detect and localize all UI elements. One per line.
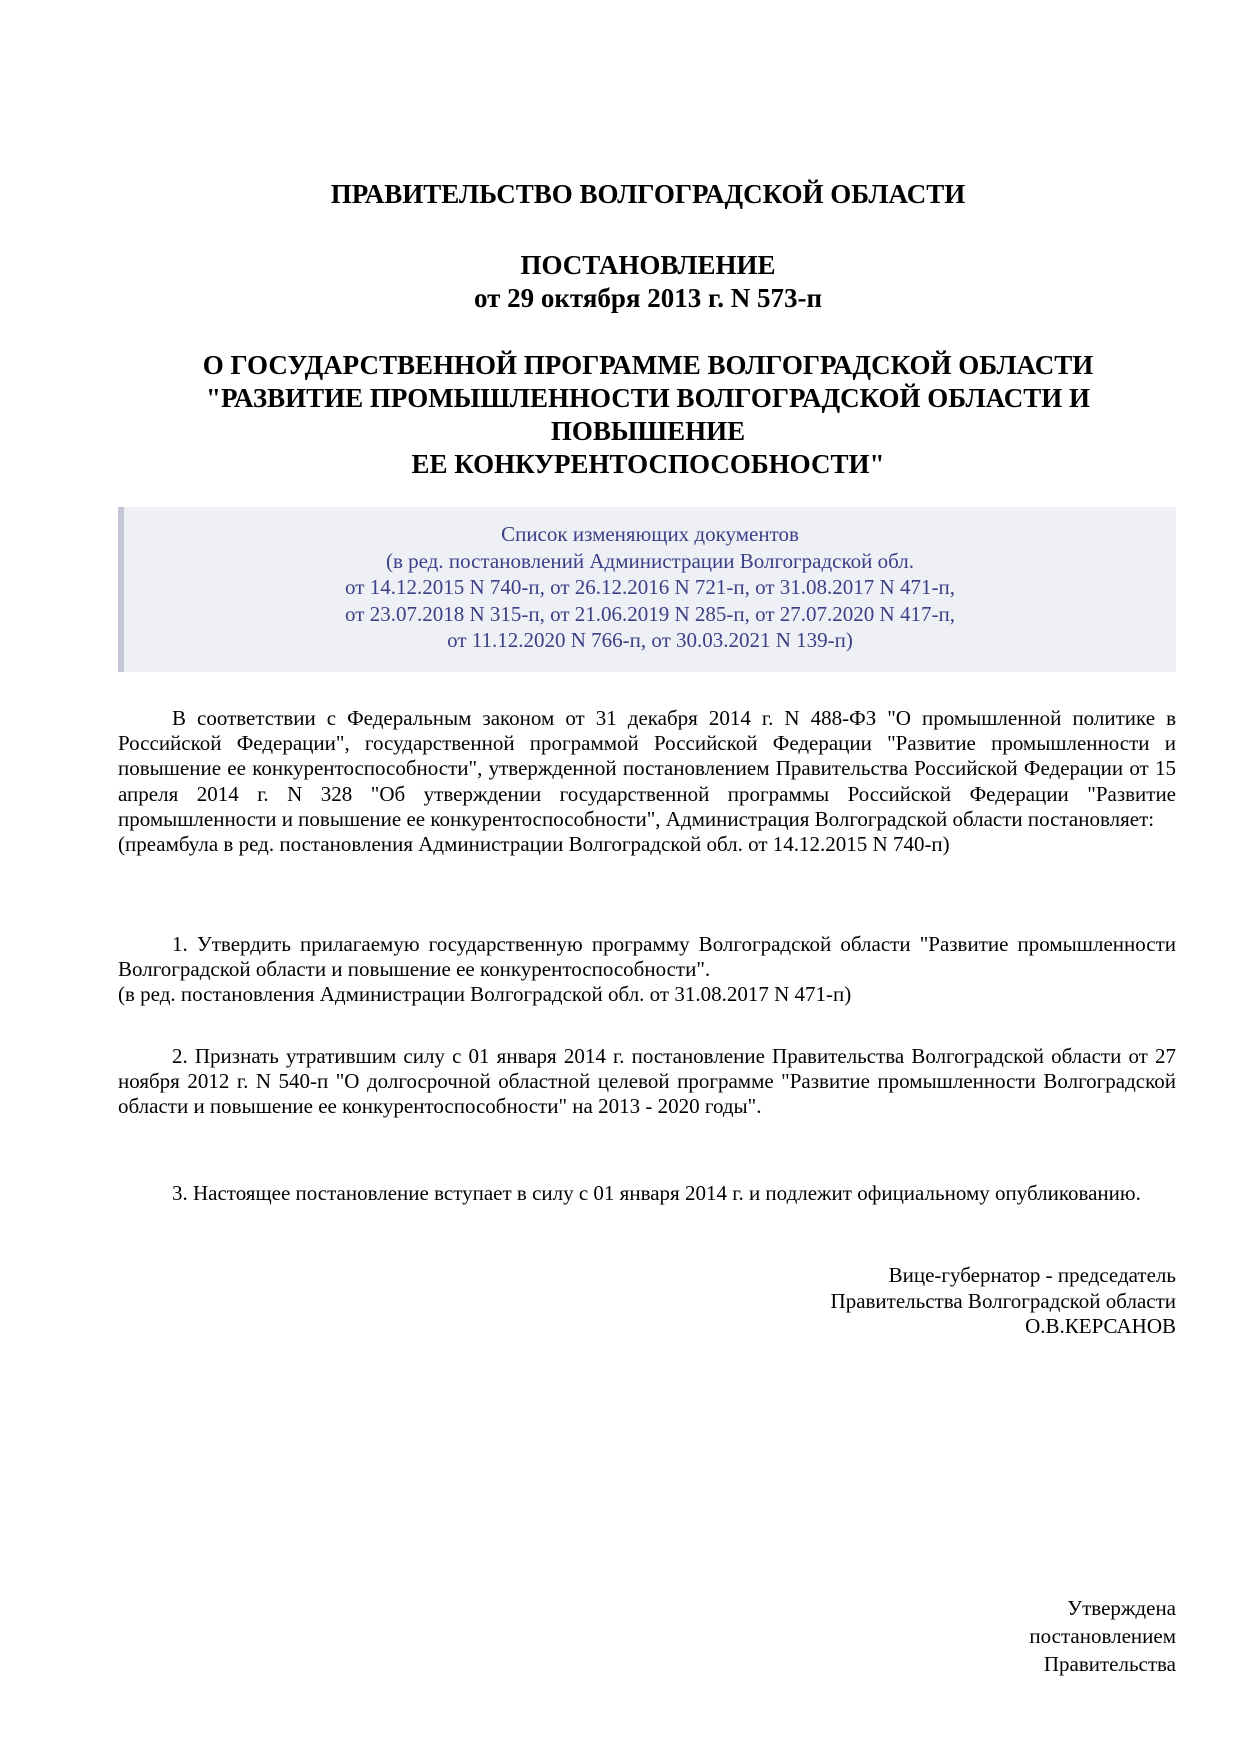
item-1-note: (в ред. постановления Администрации Волгоградской обл. от 31.08.2017 N 471-п)	[118, 982, 852, 1007]
item-3-text: 3. Настоящее постановление вступает в силу с 01 января 2014 г. и подлежит официальному опубликованию.	[172, 1181, 1141, 1205]
title-line: О ГОСУДАРСТВЕННОЙ ПРОГРАММЕ ВОЛГОГРАДСКОЙ ОБЛАСТИ	[202, 350, 1094, 380]
document-type: ПОСТАНОВЛЕНИЕ	[520, 250, 776, 280]
government-name: ПРАВИТЕЛЬСТВО ВОЛГОГРАДСКОЙ ОБЛАСТИ	[330, 179, 966, 209]
decree-heading	[118, 249, 1178, 315]
approval-stamp-block	[818, 1594, 1176, 1678]
amending-documents-line: Список изменяющих документов	[501, 522, 799, 546]
title-line: "РАЗВИТИЕ ПРОМЫШЛЕННОСТИ ВОЛГОГРАДСКОЙ ОБЛАСТИ И	[205, 383, 1091, 413]
amending-documents-box	[118, 507, 1176, 672]
approval-line: постановлением	[1029, 1624, 1176, 1648]
amending-documents-line: от 11.12.2020 N 766-п, от 30.03.2021 N 139-п)	[447, 628, 853, 653]
approval-line: Правительства	[1043, 1652, 1176, 1676]
amending-documents-line: от 14.12.2015 N 740-п, от 26.12.2016 N 721-п, от 31.08.2017 N 471-п,	[345, 575, 955, 600]
item-3-section	[118, 1181, 1176, 1206]
signature-block	[618, 1263, 1176, 1340]
government-heading	[118, 178, 1178, 211]
preamble-note: (преамбула в ред. постановления Администрации Волгоградской обл. от 14.12.2015 N 740-п)	[118, 832, 950, 857]
title-line: ПОВЫШЕНИЕ	[550, 416, 746, 446]
item-1-section	[118, 932, 1176, 1008]
amending-documents-line: от 23.07.2018 N 315-п, от 21.06.2019 N 285-п, от 27.07.2020 N 417-п,	[345, 601, 955, 626]
item-1-text: 1. Утвердить прилагаемую государственную программу Волгоградской области "Развитие промышленности Волгоградской области и повышение ее конкурентоспособности".	[118, 932, 1176, 982]
approval-line: Утверждена	[1067, 1596, 1176, 1620]
preamble-section	[118, 706, 1176, 857]
item-2-section	[118, 1044, 1176, 1120]
signatory-position: Вице-губернатор - председатель	[888, 1263, 1176, 1287]
signatory-position: Правительства Волгоградской области	[830, 1288, 1176, 1313]
document-date-number: от 29 октября 2013 г. N 573-п	[473, 283, 823, 313]
signatory-name: О.В.КЕРСАНОВ	[1025, 1314, 1176, 1338]
preamble-text: В соответствии с Федеральным законом от 31 декабря 2014 г. N 488-ФЗ "О промышленной политике в Российской Федерации", государственной программой Российской Федерации "Развитие промышленности и повышение ее конкурентоспособности", утвержденной постановлением Правительства Российской Федерации от 15 апреля 2014 г. N 328 "Об утверждении государственной программы Российской Федерации "Развитие промышленности и повышение ее конкурентоспособности", Администрация Волгоградской области постановляет:	[118, 706, 1176, 831]
item-2-text: 2. Признать утратившим силу с 01 января 2014 г. постановление Правительства Волгоградской области от 27 ноября 2012 г. N 540-п "О долгосрочной областной целевой программе "Развитие промышленности Волгоградской области и повышение ее конкурентоспособности" на 2013 - 2020 годы".	[118, 1044, 1176, 1119]
title-line: ЕЕ КОНКУРЕНТОСПОСОБНОСТИ"	[411, 449, 885, 479]
amending-documents-line: (в ред. постановлений Администрации Волгоградской обл.	[385, 548, 914, 573]
document-title	[118, 349, 1178, 481]
